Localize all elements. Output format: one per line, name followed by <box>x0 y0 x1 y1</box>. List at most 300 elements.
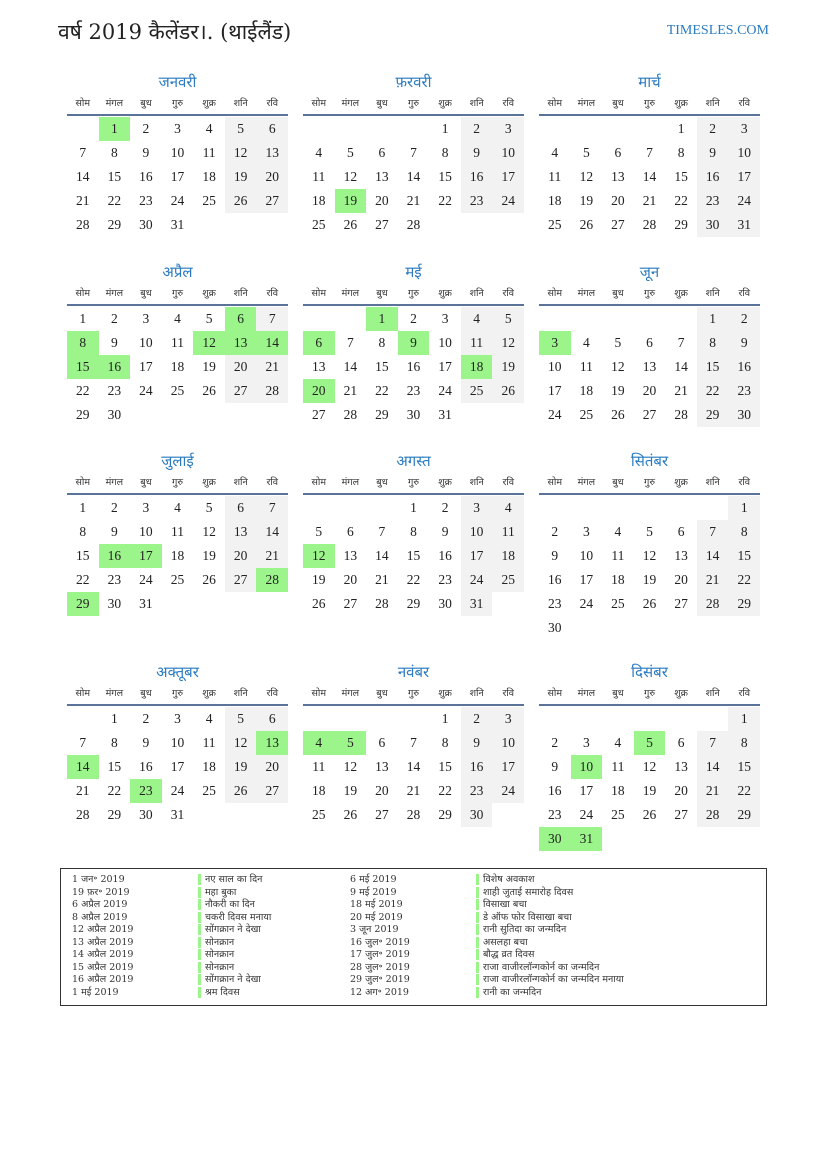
day-cell[interactable]: 28 <box>642 217 657 232</box>
day-cell[interactable]: 26 <box>642 596 657 611</box>
day-cell[interactable]: 30 <box>697 213 729 237</box>
day-cell[interactable]: 18 <box>170 548 185 563</box>
holiday-day-cell[interactable]: 17 <box>130 544 162 568</box>
day-cell[interactable]: 10 <box>170 735 185 750</box>
day-cell[interactable]: 5 <box>205 311 213 326</box>
day-cell[interactable]: 11 <box>461 331 493 355</box>
day-cell[interactable]: 18 <box>170 359 185 374</box>
day-cell[interactable]: 5 <box>646 524 653 539</box>
day-cell[interactable]: 27 <box>674 596 688 611</box>
day-cell[interactable]: 12 <box>225 731 257 755</box>
day-cell[interactable]: 10 <box>461 520 493 544</box>
day-cell[interactable]: 6 <box>378 735 386 750</box>
day-cell[interactable]: 1 <box>697 307 729 331</box>
day-cell[interactable]: 16 <box>438 548 452 563</box>
day-cell[interactable]: 4 <box>205 121 213 136</box>
day-cell[interactable]: 14 <box>406 759 421 774</box>
day-cell[interactable]: 15 <box>728 544 760 568</box>
day-cell[interactable]: 11 <box>579 359 593 374</box>
day-cell[interactable]: 27 <box>225 379 257 403</box>
day-cell[interactable]: 26 <box>642 807 657 822</box>
day-cell[interactable]: 31 <box>438 407 452 422</box>
day-cell[interactable]: 9 <box>142 145 150 160</box>
day-cell[interactable]: 14 <box>343 359 358 374</box>
day-cell[interactable]: 22 <box>674 193 688 208</box>
day-cell[interactable]: 6 <box>677 735 685 750</box>
day-cell[interactable]: 25 <box>170 383 185 398</box>
day-cell[interactable]: 12 <box>343 759 358 774</box>
day-cell[interactable]: 30 <box>728 403 760 427</box>
day-cell[interactable]: 21 <box>375 572 389 587</box>
day-cell[interactable]: 27 <box>375 807 389 822</box>
day-cell[interactable]: 4 <box>551 145 559 160</box>
day-cell[interactable]: 18 <box>579 383 594 398</box>
site-link[interactable]: TIMESLES.COM <box>666 23 769 38</box>
holiday-day-cell[interactable]: 20 <box>303 379 335 403</box>
day-cell[interactable]: 24 <box>139 572 153 587</box>
day-cell[interactable]: 21 <box>76 783 90 798</box>
day-cell[interactable]: 26 <box>225 189 257 213</box>
day-cell[interactable]: 12 <box>225 141 257 165</box>
day-cell[interactable]: 16 <box>461 165 493 189</box>
day-cell[interactable]: 7 <box>256 307 288 331</box>
day-cell[interactable]: 4 <box>614 524 622 539</box>
day-cell[interactable]: 17 <box>492 165 524 189</box>
day-cell[interactable]: 1 <box>728 496 760 520</box>
day-cell[interactable]: 30 <box>406 407 421 422</box>
holiday-day-cell[interactable]: 31 <box>571 827 603 851</box>
day-cell[interactable]: 9 <box>110 335 118 350</box>
day-cell[interactable]: 24 <box>139 383 153 398</box>
day-cell[interactable]: 19 <box>202 359 216 374</box>
day-cell[interactable]: 4 <box>174 500 181 515</box>
day-cell[interactable]: 28 <box>406 807 421 822</box>
day-cell[interactable]: 17 <box>170 169 185 184</box>
day-cell[interactable]: 8 <box>728 520 760 544</box>
day-cell[interactable]: 6 <box>677 524 685 539</box>
day-cell[interactable]: 2 <box>410 311 417 326</box>
day-cell[interactable]: 17 <box>438 359 452 374</box>
day-cell[interactable]: 22 <box>728 779 760 803</box>
day-cell[interactable]: 18 <box>492 544 524 568</box>
day-cell[interactable]: 2 <box>110 500 118 515</box>
holiday-day-cell[interactable]: 28 <box>256 568 288 592</box>
day-cell[interactable]: 3 <box>142 500 150 515</box>
day-cell[interactable]: 20 <box>611 193 625 208</box>
day-cell[interactable]: 24 <box>461 568 493 592</box>
day-cell[interactable]: 16 <box>548 783 562 798</box>
day-cell[interactable]: 27 <box>343 596 358 611</box>
day-cell[interactable]: 4 <box>205 711 213 726</box>
day-cell[interactable]: 11 <box>202 145 216 160</box>
day-cell[interactable]: 23 <box>548 596 562 611</box>
day-cell[interactable]: 29 <box>728 592 760 616</box>
day-cell[interactable]: 21 <box>256 355 288 379</box>
holiday-day-cell[interactable]: 16 <box>99 355 131 379</box>
day-cell[interactable]: 2 <box>697 117 729 141</box>
day-cell[interactable]: 7 <box>410 145 417 160</box>
day-cell[interactable]: 19 <box>225 755 257 779</box>
day-cell[interactable]: 20 <box>674 572 688 587</box>
day-cell[interactable]: 26 <box>611 407 625 422</box>
day-cell[interactable]: 24 <box>170 193 185 208</box>
day-cell[interactable]: 31 <box>170 217 185 232</box>
day-cell[interactable]: 12 <box>579 169 594 184</box>
day-cell[interactable]: 25 <box>312 807 326 822</box>
day-cell[interactable]: 14 <box>406 169 421 184</box>
holiday-day-cell[interactable]: 13 <box>225 331 257 355</box>
day-cell[interactable]: 17 <box>170 759 185 774</box>
day-cell[interactable]: 5 <box>492 307 524 331</box>
day-cell[interactable]: 29 <box>107 217 122 232</box>
day-cell[interactable]: 30 <box>107 596 122 611</box>
day-cell[interactable]: 18 <box>202 759 216 774</box>
day-cell[interactable]: 2 <box>551 735 559 750</box>
day-cell[interactable]: 23 <box>406 383 421 398</box>
day-cell[interactable]: 11 <box>492 520 524 544</box>
day-cell[interactable]: 25 <box>202 783 216 798</box>
day-cell[interactable]: 18 <box>312 783 326 798</box>
day-cell[interactable]: 29 <box>107 807 122 822</box>
day-cell[interactable]: 11 <box>202 735 216 750</box>
day-cell[interactable]: 4 <box>315 145 323 160</box>
day-cell[interactable]: 18 <box>548 193 562 208</box>
day-cell[interactable]: 21 <box>697 779 729 803</box>
day-cell[interactable]: 2 <box>441 500 449 515</box>
day-cell[interactable]: 25 <box>170 572 185 587</box>
day-cell[interactable]: 9 <box>142 735 150 750</box>
day-cell[interactable]: 19 <box>225 165 257 189</box>
holiday-day-cell[interactable]: 23 <box>130 779 162 803</box>
day-cell[interactable]: 5 <box>205 500 213 515</box>
day-cell[interactable]: 20 <box>225 544 257 568</box>
day-cell[interactable]: 10 <box>139 335 153 350</box>
day-cell[interactable]: 21 <box>697 568 729 592</box>
day-cell[interactable]: 5 <box>225 117 257 141</box>
day-cell[interactable]: 15 <box>107 169 122 184</box>
day-cell[interactable]: 21 <box>674 383 688 398</box>
day-cell[interactable]: 24 <box>438 383 452 398</box>
day-cell[interactable]: 25 <box>579 407 594 422</box>
day-cell[interactable]: 23 <box>461 779 493 803</box>
day-cell[interactable]: 6 <box>256 117 288 141</box>
day-cell[interactable]: 28 <box>256 379 288 403</box>
day-cell[interactable]: 23 <box>438 572 452 587</box>
day-cell[interactable]: 26 <box>202 572 216 587</box>
day-cell[interactable]: 25 <box>461 379 493 403</box>
holiday-day-cell[interactable]: 6 <box>225 307 257 331</box>
day-cell[interactable]: 30 <box>139 217 153 232</box>
day-cell[interactable]: 28 <box>375 596 389 611</box>
day-cell[interactable]: 11 <box>312 759 326 774</box>
day-cell[interactable]: 24 <box>492 779 524 803</box>
day-cell[interactable]: 19 <box>312 572 326 587</box>
holiday-day-cell[interactable]: 6 <box>303 331 335 355</box>
day-cell[interactable]: 25 <box>312 217 326 232</box>
day-cell[interactable]: 22 <box>107 783 122 798</box>
day-cell[interactable]: 18 <box>312 193 326 208</box>
day-cell[interactable]: 20 <box>674 783 688 798</box>
day-cell[interactable]: 3 <box>142 311 150 326</box>
day-cell[interactable]: 3 <box>174 711 181 726</box>
day-cell[interactable]: 28 <box>697 803 729 827</box>
day-cell[interactable]: 15 <box>728 755 760 779</box>
day-cell[interactable]: 23 <box>107 572 122 587</box>
holiday-day-cell[interactable]: 4 <box>303 731 335 755</box>
day-cell[interactable]: 19 <box>579 193 594 208</box>
day-cell[interactable]: 14 <box>674 359 688 374</box>
day-cell[interactable]: 8 <box>441 145 449 160</box>
holiday-day-cell[interactable]: 1 <box>99 117 131 141</box>
day-cell[interactable]: 19 <box>343 783 358 798</box>
day-cell[interactable]: 13 <box>256 141 288 165</box>
day-cell[interactable]: 19 <box>642 572 657 587</box>
holiday-day-cell[interactable]: 16 <box>99 544 131 568</box>
day-cell[interactable]: 5 <box>225 707 257 731</box>
day-cell[interactable]: 7 <box>256 496 288 520</box>
day-cell[interactable]: 17 <box>492 755 524 779</box>
day-cell[interactable]: 2 <box>461 707 493 731</box>
holiday-day-cell[interactable]: 14 <box>256 331 288 355</box>
day-cell[interactable]: 21 <box>256 544 288 568</box>
day-cell[interactable]: 13 <box>611 169 625 184</box>
day-cell[interactable]: 8 <box>110 735 118 750</box>
day-cell[interactable]: 24 <box>170 783 185 798</box>
holiday-day-cell[interactable]: 5 <box>335 731 367 755</box>
day-cell[interactable]: 25 <box>202 193 216 208</box>
day-cell[interactable]: 2 <box>728 307 760 331</box>
day-cell[interactable]: 28 <box>76 807 90 822</box>
holiday-day-cell[interactable]: 29 <box>67 592 99 616</box>
day-cell[interactable]: 15 <box>107 759 122 774</box>
day-cell[interactable]: 7 <box>79 735 87 750</box>
day-cell[interactable]: 17 <box>728 165 760 189</box>
day-cell[interactable]: 29 <box>76 407 90 422</box>
day-cell[interactable]: 4 <box>492 496 524 520</box>
day-cell[interactable]: 1 <box>79 500 87 515</box>
day-cell[interactable]: 24 <box>728 189 760 213</box>
day-cell[interactable]: 29 <box>728 803 760 827</box>
day-cell[interactable]: 1 <box>728 707 760 731</box>
day-cell[interactable]: 28 <box>343 407 358 422</box>
holiday-day-cell[interactable]: 1 <box>366 307 398 331</box>
day-cell[interactable]: 7 <box>697 520 729 544</box>
holiday-day-cell[interactable]: 18 <box>461 355 493 379</box>
day-cell[interactable]: 13 <box>674 548 688 563</box>
day-cell[interactable]: 27 <box>312 407 326 422</box>
day-cell[interactable]: 26 <box>225 779 257 803</box>
day-cell[interactable]: 15 <box>406 548 421 563</box>
day-cell[interactable]: 17 <box>461 544 493 568</box>
day-cell[interactable]: 11 <box>312 169 326 184</box>
day-cell[interactable]: 2 <box>551 524 559 539</box>
day-cell[interactable]: 28 <box>406 217 421 232</box>
day-cell[interactable]: 8 <box>79 524 87 539</box>
day-cell[interactable]: 15 <box>697 355 729 379</box>
day-cell[interactable]: 22 <box>438 783 452 798</box>
day-cell[interactable]: 6 <box>614 145 622 160</box>
holiday-day-cell[interactable]: 10 <box>571 755 603 779</box>
day-cell[interactable]: 7 <box>378 524 386 539</box>
day-cell[interactable]: 25 <box>611 596 625 611</box>
day-cell[interactable]: 9 <box>461 141 493 165</box>
day-cell[interactable]: 3 <box>582 735 590 750</box>
day-cell[interactable]: 15 <box>438 759 452 774</box>
day-cell[interactable]: 10 <box>139 524 153 539</box>
day-cell[interactable]: 22 <box>76 572 90 587</box>
day-cell[interactable]: 8 <box>410 524 417 539</box>
day-cell[interactable]: 26 <box>492 379 524 403</box>
day-cell[interactable]: 9 <box>110 524 118 539</box>
day-cell[interactable]: 16 <box>461 755 493 779</box>
day-cell[interactable]: 14 <box>76 169 90 184</box>
day-cell[interactable]: 16 <box>728 355 760 379</box>
holiday-day-cell[interactable]: 12 <box>303 544 335 568</box>
day-cell[interactable]: 26 <box>312 596 326 611</box>
day-cell[interactable]: 22 <box>728 568 760 592</box>
day-cell[interactable]: 17 <box>579 572 594 587</box>
day-cell[interactable]: 5 <box>614 335 622 350</box>
day-cell[interactable]: 3 <box>492 117 524 141</box>
day-cell[interactable]: 13 <box>375 759 389 774</box>
day-cell[interactable]: 11 <box>170 524 184 539</box>
day-cell[interactable]: 14 <box>375 548 389 563</box>
day-cell[interactable]: 11 <box>170 335 184 350</box>
day-cell[interactable]: 25 <box>492 568 524 592</box>
day-cell[interactable]: 14 <box>256 520 288 544</box>
day-cell[interactable]: 31 <box>170 807 185 822</box>
day-cell[interactable]: 24 <box>548 407 562 422</box>
day-cell[interactable]: 27 <box>256 779 288 803</box>
day-cell[interactable]: 6 <box>646 335 653 350</box>
day-cell[interactable]: 15 <box>674 169 688 184</box>
day-cell[interactable]: 4 <box>582 335 590 350</box>
day-cell[interactable]: 16 <box>139 169 153 184</box>
day-cell[interactable]: 19 <box>642 783 657 798</box>
day-cell[interactable]: 20 <box>256 755 288 779</box>
day-cell[interactable]: 22 <box>406 572 421 587</box>
day-cell[interactable]: 16 <box>139 759 153 774</box>
day-cell[interactable]: 17 <box>548 383 562 398</box>
day-cell[interactable]: 10 <box>492 141 524 165</box>
day-cell[interactable]: 31 <box>461 592 493 616</box>
day-cell[interactable]: 13 <box>674 759 688 774</box>
holiday-day-cell[interactable]: 13 <box>256 731 288 755</box>
day-cell[interactable]: 10 <box>579 548 594 563</box>
day-cell[interactable]: 27 <box>674 807 688 822</box>
day-cell[interactable]: 12 <box>642 548 657 563</box>
day-cell[interactable]: 16 <box>548 572 562 587</box>
day-cell[interactable]: 4 <box>614 735 622 750</box>
day-cell[interactable]: 27 <box>642 407 657 422</box>
day-cell[interactable]: 19 <box>611 383 625 398</box>
day-cell[interactable]: 7 <box>697 731 729 755</box>
day-cell[interactable]: 20 <box>256 165 288 189</box>
day-cell[interactable]: 20 <box>343 572 358 587</box>
day-cell[interactable]: 10 <box>438 335 452 350</box>
day-cell[interactable]: 15 <box>375 359 389 374</box>
day-cell[interactable]: 11 <box>611 548 625 563</box>
day-cell[interactable]: 19 <box>202 548 216 563</box>
day-cell[interactable]: 13 <box>343 548 358 563</box>
day-cell[interactable]: 20 <box>375 193 389 208</box>
day-cell[interactable]: 26 <box>343 807 358 822</box>
day-cell[interactable]: 27 <box>611 217 625 232</box>
day-cell[interactable]: 9 <box>551 759 559 774</box>
day-cell[interactable]: 8 <box>697 331 729 355</box>
day-cell[interactable]: 21 <box>406 193 421 208</box>
day-cell[interactable]: 6 <box>378 145 386 160</box>
day-cell[interactable]: 8 <box>378 335 386 350</box>
day-cell[interactable]: 13 <box>225 520 257 544</box>
day-cell[interactable]: 8 <box>677 145 685 160</box>
day-cell[interactable]: 4 <box>461 307 493 331</box>
day-cell[interactable]: 18 <box>611 572 625 587</box>
day-cell[interactable]: 12 <box>611 359 625 374</box>
day-cell[interactable]: 27 <box>256 189 288 213</box>
day-cell[interactable]: 22 <box>438 193 452 208</box>
holiday-day-cell[interactable]: 12 <box>193 331 225 355</box>
day-cell[interactable]: 3 <box>461 496 493 520</box>
day-cell[interactable]: 30 <box>461 803 493 827</box>
day-cell[interactable]: 11 <box>548 169 562 184</box>
day-cell[interactable]: 19 <box>492 355 524 379</box>
day-cell[interactable]: 16 <box>406 359 421 374</box>
day-cell[interactable]: 13 <box>312 359 326 374</box>
day-cell[interactable]: 26 <box>343 217 358 232</box>
day-cell[interactable]: 21 <box>406 783 421 798</box>
holiday-day-cell[interactable]: 30 <box>539 827 571 851</box>
day-cell[interactable]: 8 <box>110 145 118 160</box>
day-cell[interactable]: 8 <box>441 735 449 750</box>
day-cell[interactable]: 4 <box>174 311 181 326</box>
day-cell[interactable]: 13 <box>375 169 389 184</box>
day-cell[interactable]: 26 <box>202 383 216 398</box>
day-cell[interactable]: 31 <box>139 596 153 611</box>
day-cell[interactable]: 1 <box>110 711 118 726</box>
day-cell[interactable]: 9 <box>461 731 493 755</box>
day-cell[interactable]: 24 <box>579 596 594 611</box>
day-cell[interactable]: 18 <box>202 169 216 184</box>
day-cell[interactable]: 28 <box>674 407 688 422</box>
day-cell[interactable]: 14 <box>697 755 729 779</box>
day-cell[interactable]: 6 <box>225 496 257 520</box>
day-cell[interactable]: 22 <box>375 383 389 398</box>
day-cell[interactable]: 15 <box>76 548 90 563</box>
day-cell[interactable]: 30 <box>139 807 153 822</box>
day-cell[interactable]: 24 <box>492 189 524 213</box>
day-cell[interactable]: 1 <box>441 711 449 726</box>
day-cell[interactable]: 29 <box>674 217 688 232</box>
day-cell[interactable]: 3 <box>492 707 524 731</box>
day-cell[interactable]: 23 <box>548 807 562 822</box>
day-cell[interactable]: 29 <box>438 807 452 822</box>
day-cell[interactable]: 9 <box>697 141 729 165</box>
day-cell[interactable]: 17 <box>139 359 153 374</box>
day-cell[interactable]: 14 <box>642 169 657 184</box>
day-cell[interactable]: 20 <box>225 355 257 379</box>
day-cell[interactable]: 23 <box>697 189 729 213</box>
holiday-day-cell[interactable]: 9 <box>398 331 430 355</box>
day-cell[interactable]: 9 <box>441 524 449 539</box>
day-cell[interactable]: 22 <box>76 383 90 398</box>
day-cell[interactable]: 2 <box>461 117 493 141</box>
day-cell[interactable]: 25 <box>611 807 625 822</box>
day-cell[interactable]: 7 <box>346 335 354 350</box>
day-cell[interactable]: 11 <box>611 759 625 774</box>
day-cell[interactable]: 18 <box>611 783 625 798</box>
day-cell[interactable]: 30 <box>107 407 122 422</box>
